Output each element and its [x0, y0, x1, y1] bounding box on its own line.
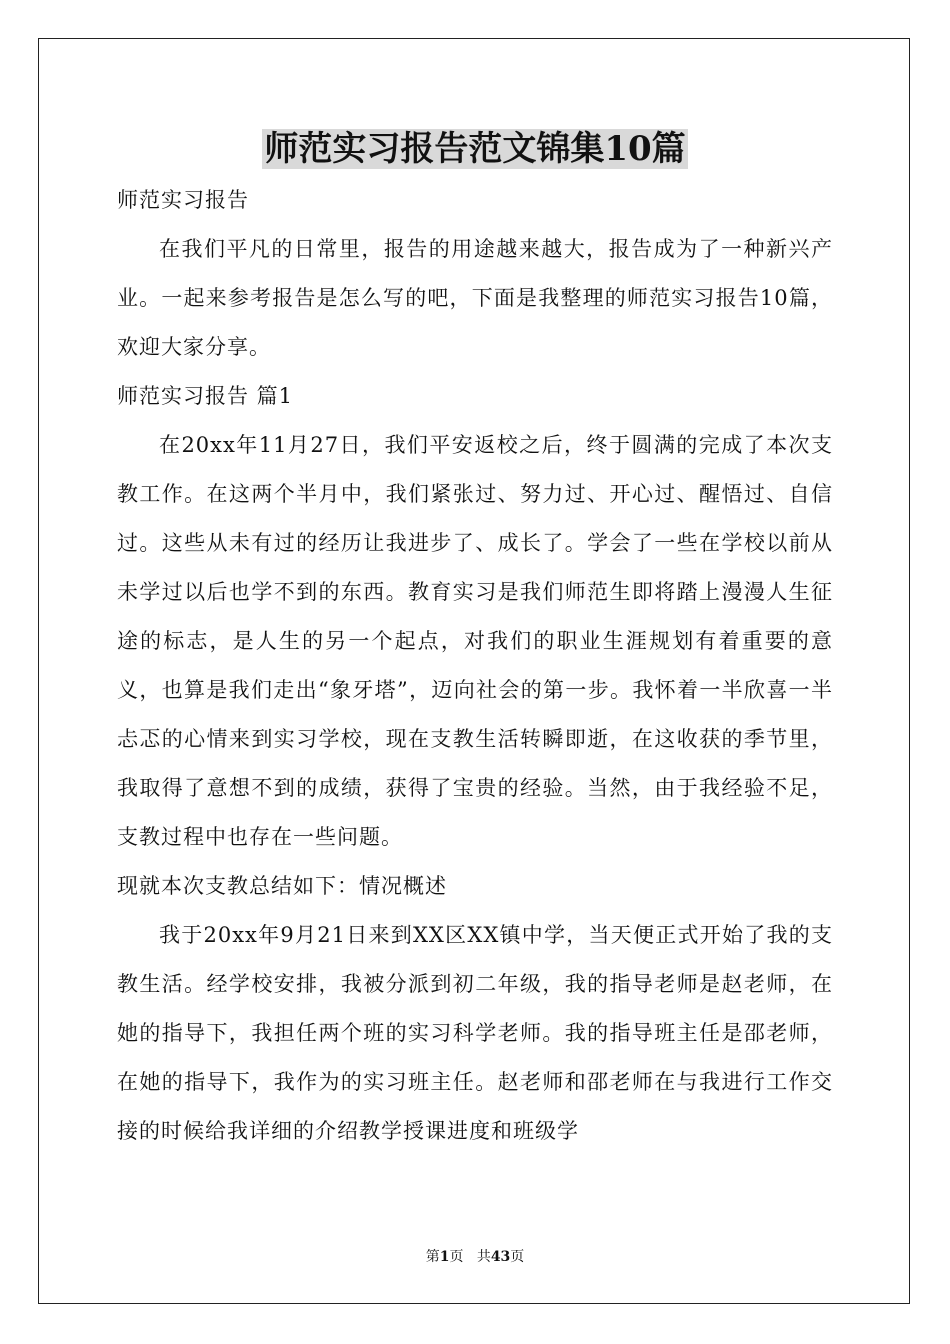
footer-page-number: 1 [439, 1249, 450, 1265]
footer-page-suffix: 页 [449, 1249, 464, 1265]
footer-page-prefix: 第 [425, 1249, 440, 1265]
section-heading-intro: 师范实习报告 [117, 188, 249, 212]
page-footer [0, 1246, 950, 1266]
paragraph-part1: 在20xx年11月27日，我们平安返校之后，终于圆满的完成了本次支教工作。在这两个半月中，我们紧张过、努力过、开心过、醒悟过、自信过。这些从未有过的经历让我进步了、成长了。学会了一些在学校以前从未学过以后也学不到的东西。教育实习是我们师范生即将踏上漫漫人生征途的标志，是人生的另一个起点，对我们的职业生涯规划有着重要的意义，也算是我们走出“象牙塔”，迈向社会的第一步。我怀着一半欣喜一半忐忑的心情来到实习学校，现在支教生活转瞬即逝，在这收获的季节里，我取得了意想不到的成绩，获得了宝贵的经验。当然，由于我经验不足，支教过程中也存在一些问题。 [117, 433, 833, 849]
paragraph-intro: 在我们平凡的日常里，报告的用途越来越大，报告成为了一种新兴产业。一起来参考报告是怎么写的吧，下面是我整理的师范实习报告10篇，欢迎大家分享。 [117, 237, 833, 359]
document-title [0, 124, 950, 174]
section-heading-part1: 师范实习报告 篇1 [117, 384, 294, 408]
footer-total-suffix: 页 [510, 1249, 525, 1265]
footer-total-prefix: 共 [476, 1249, 491, 1265]
section-heading-summary: 现就本次支教总结如下：情况概述 [117, 874, 447, 898]
document-body [117, 176, 833, 1156]
footer-total-pages: 43 [490, 1249, 511, 1265]
paragraph-summary: 我于20xx年9月21日来到XX区XX镇中学，当天便正式开始了我的支教生活。经学校安排，我被分派到初二年级，我的指导老师是赵老师，在她的指导下，我担任两个班的实习科学老师。我的指导班主任是邵老师，在她的指导下，我作为的实习班主任。赵老师和邵老师在与我进行工作交接的时候给我详细的介绍教学授课进度和班级学 [117, 923, 833, 1143]
document-title-text: 师范实习报告范文锦集10篇 [264, 129, 686, 169]
